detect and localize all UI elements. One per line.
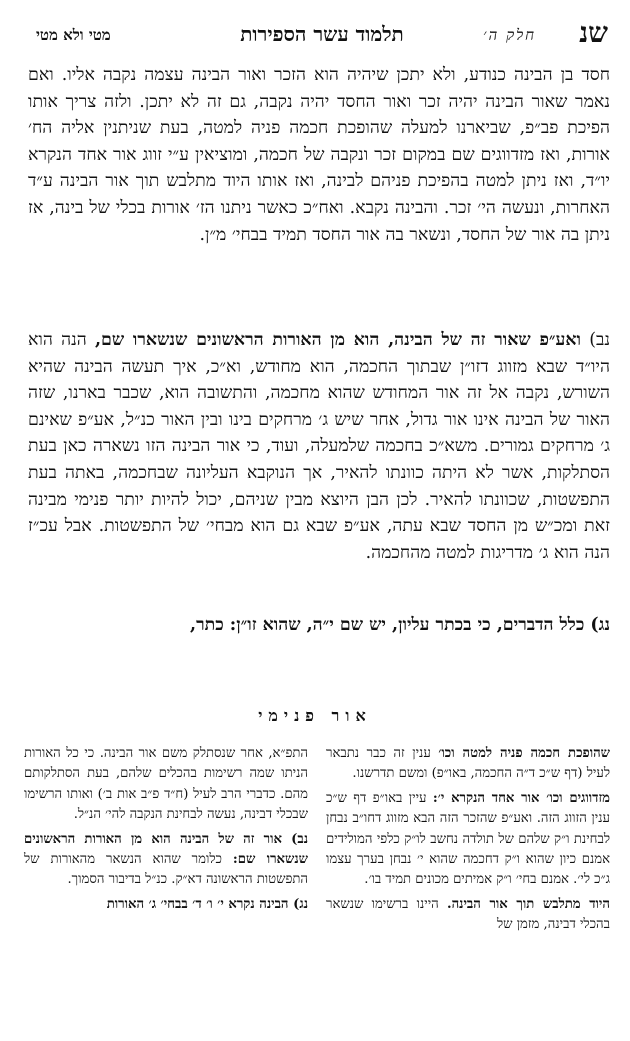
paragraph-lead: ואע״פ שאור זה של הבינה, הוא מן האורות הראשונים שנשארו שם, [94,330,581,350]
commentary-title: אור פנימי [258,706,372,725]
page-header [36,16,608,52]
entry-text: התפ״א, אחר שנסתלק משם אור הבינה. כי כל האורות הניתו שמה רשימות בהכלים שלהם, בעת הסתלקותם מהם. כדברי הרב לעיל (ח״ד פ״ב אות ב׳) ואותו הרשימו שבכלי דבינה, נעשה לבחינת הנקבה להי׳ הנ״ל. [24,746,308,823]
paragraph-number: נב) [589,330,611,350]
commentary-entry [24,895,308,915]
entry-label: נב) אור זה של הבינה הוא מן האורות הראשונים שנשארו שם: [24,831,308,868]
commentary-entry [24,830,308,891]
running-head: מטי ולא מטי [36,26,111,44]
paragraph-42 [28,327,610,566]
page-number: שנ [579,16,608,49]
part-label: חלק ה׳ [483,26,536,44]
commentary-left-column [24,744,308,919]
entry-label: היוד מתלבש תוך אור הבינה. [446,896,610,912]
entry-label: שהופכת חכמה פניה למטה וכו׳ [438,746,610,761]
entry-label: נג) הבינה נקרא י׳ ו׳ ד׳ בבחי׳ ג׳ האורות [106,896,308,912]
commentary-entry [24,744,308,826]
book-title: תלמוד עשר הספירות [240,22,404,46]
entry-text: היינו ברשימו שנשאר בהכלי דבינה, מזמן של [326,896,610,933]
commentary-right-column [326,744,610,940]
paragraph-body: הנה הוא היו״ד שבא מזווג דזו״ן שבתוך החכמה, הוא מחודש, וא״כ, איך תעשה הבינה שהיא השורש, נקבה אל זה אור המחודש שהוא מחכמה, והתשובה הוא, שכבר בארנו, שזה האור של הבינה אינו אור גדול, אחר שיש ג׳ מרחקים בינו ובין האור כנ״ל, אע״פ שאינם ג׳ מרחקים גמורים. משא״כ בחכמה שלמעלה, ועוד, כי אור הבינה הזו נשארה כאן בעת הסתלקות, אשר לא היתה כוונתו להאיר, אך הנוקבא העליונה שבחכמה, באתה בעת התפשטות, שכוונתו להאיר. לכן הבן היוצא מבין שניהם, יכול להיות יותר פנימי מבינה זאת ומכ״ש מן החסד שבא עתה, אע״פ שבא גם הוא מבחי׳ של התפשטות. אבל עכ״ז הנה הוא ג׳ מדריגות למטה מהחכמה. [28,330,610,563]
commentary-entry [326,895,610,936]
entry-label: מזדווגים וכו׳ אור אחד הנקרא י׳: [432,790,610,806]
paragraph-41: חסד בן הבינה כנודע, ולא יתכן שיהיה הוא הזכר ואור הבינה עצמה נקבה אליו. ואם נאמר שאור הבינה יהיה זכר ואור החסד יהיה נקבה, גם זה לא יתכן. ולזה צריך אותו הפיכת פב״פ, שביארנו למעלה שהופכת חכמה פניה למטה, בעת שניתנין אליה הח׳ אורות, ואז מזדווגים שם במקום זכר ונקבה של חכמה, ומוציאין ע״י זווג אור אחד הנקרא יו״ד, ואז ניתן למטה בהפיכת פניהם לבינה, ואז אותו היוד מתלבש תוך אור הבינה ע״ד האחרות, ונעשה הי׳ זכר. והבינה נקבא. ואח״כ כאשר ניתנו הז׳ אורות בכלי של בינה, אז ניתן בה אור של החסד, ונשאר בה אור החסד תמיד בבחי׳ מ״ן. [28,65,610,245]
entry-text: עיין באו״פ דף ש״כ ענין הזווג הזה. ואע״פ שהזכר הזה הבא מזווג דחו״ב נבחן לבחינת ו״ק שלהם של תולדה נחשב לו״ק כלפי המולידים אמנם כיון שהוא ו״ק דחכמה שהוא י׳ נבחן בערך עצמו ג״כ לי׳. אמנם בחי׳ ו״ק אמיתים מכונים תמיד בו׳. [326,790,610,888]
paragraph-43: נג) כלל הדברים, כי בכתר עליון, יש שם י״ה, שהוא זו״ן: כתר, [190,615,610,635]
commentary-entry [326,789,610,891]
commentary-entry [326,744,610,785]
entry-text: ענין זה כבר נתבאר לעיל (דף ש״כ ד״ה החכמה, באו״פ) ומשם תדרשנו. [326,746,610,782]
entry-text: כלומר שהוא הנשאר מהאורות של התפשטות הראשונה דא״ק. כנ״ל בדיבור הסמוך. [24,852,308,888]
